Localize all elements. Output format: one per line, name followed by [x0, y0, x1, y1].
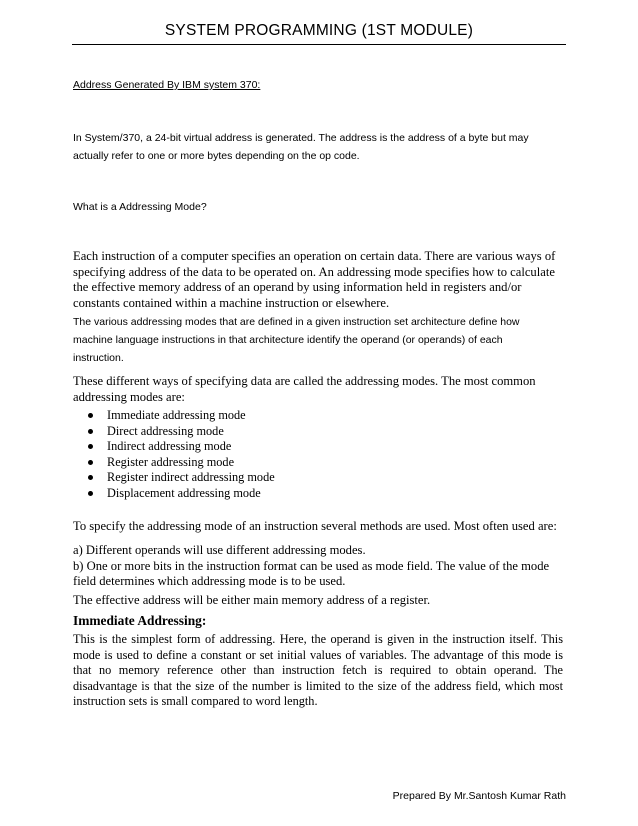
bullet-icon [88, 475, 93, 480]
text-line: Each instruction of a computer specifies an operation on certain data. There are various ways of [73, 249, 556, 263]
text-line: addressing modes are: [73, 389, 185, 404]
bullet-icon [88, 429, 93, 434]
list-item-label: Direct addressing mode [107, 423, 224, 438]
bullet-icon [88, 444, 93, 449]
list-item-label: Register indirect addressing mode [107, 470, 275, 484]
list-item-label: Indirect addressing mode [107, 439, 232, 453]
section-body-address-generated [73, 129, 563, 165]
list-item [81, 424, 571, 440]
text-line: actually refer to one or more bytes depending on the op code. [73, 150, 360, 162]
text-line: machine language instructions in that architecture identify the operand (or operands) of each [73, 334, 503, 346]
paragraph-instruction-intro [73, 249, 563, 311]
text-line: a) Different operands will use different addressing modes. [73, 543, 366, 557]
section-heading-address-generated: Address Generated By IBM system 370: [73, 79, 261, 91]
paragraph-common-modes [73, 374, 563, 405]
text-line: In System/370, a 24-bit virtual address is generated. The address is the address of a byte but may [73, 132, 529, 144]
text-line: specifying address of the data to be operated on. An addressing mode specifies how to calculate [73, 264, 555, 279]
text-line: constants contained within a machine instruction or elsewhere. [73, 295, 390, 310]
paragraph-specify-mode: To specify the addressing mode of an instruction several methods are used. Most often used are: [73, 519, 557, 533]
page-footer-credit: Prepared By Mr.Santosh Kumar Rath [392, 790, 566, 802]
list-item [81, 455, 571, 471]
header-divider [72, 44, 566, 45]
list-item-label: Immediate addressing mode [107, 408, 246, 422]
page-header-title: SYSTEM PROGRAMMING (1ST MODULE) [164, 22, 474, 39]
addressing-modes-list [81, 408, 571, 501]
text-line: b) One or more bits in the instruction format can be used as mode field. The value of the mode [73, 558, 550, 573]
section-heading-immediate: Immediate Addressing: [73, 613, 207, 628]
list-item [81, 486, 571, 502]
list-item [81, 439, 571, 455]
bullet-icon [88, 460, 93, 465]
text-line: the effective memory address of an operand by using information held in registers and/or [73, 280, 522, 294]
bullet-icon [88, 491, 93, 496]
paragraph-isa-modes [73, 313, 563, 367]
bullet-icon [88, 413, 93, 418]
text-line: These different ways of specifying data are called the addressing modes. The most common [73, 374, 536, 388]
text-line: The various addressing modes that are defined in a given instruction set architecture define how [73, 316, 520, 328]
paragraph-methods [73, 543, 563, 590]
text-line: instruction. [73, 352, 124, 364]
paragraph-effective-address: The effective address will be either main memory address of a register. [73, 593, 431, 607]
question-addressing-mode: What is a Addressing Mode? [73, 201, 207, 213]
list-item-label: Register addressing mode [107, 454, 235, 469]
text-line: field determines which addressing mode is to be used. [73, 574, 346, 588]
list-item [81, 408, 571, 424]
list-item-label: Displacement addressing mode [107, 485, 261, 500]
paragraph-immediate-addressing: This is the simplest form of addressing. Here, the operand is given in the instruction itself. This mode is used to define a constant or set initial values of variables. The advantage of this mode is that no memory reference other than instruction fetch is required to obtain operand. The disadvantage is that the size of the number is limited to the size of the address field, which most instruction sets is small compared to word length. [73, 632, 563, 708]
list-item [81, 470, 571, 486]
